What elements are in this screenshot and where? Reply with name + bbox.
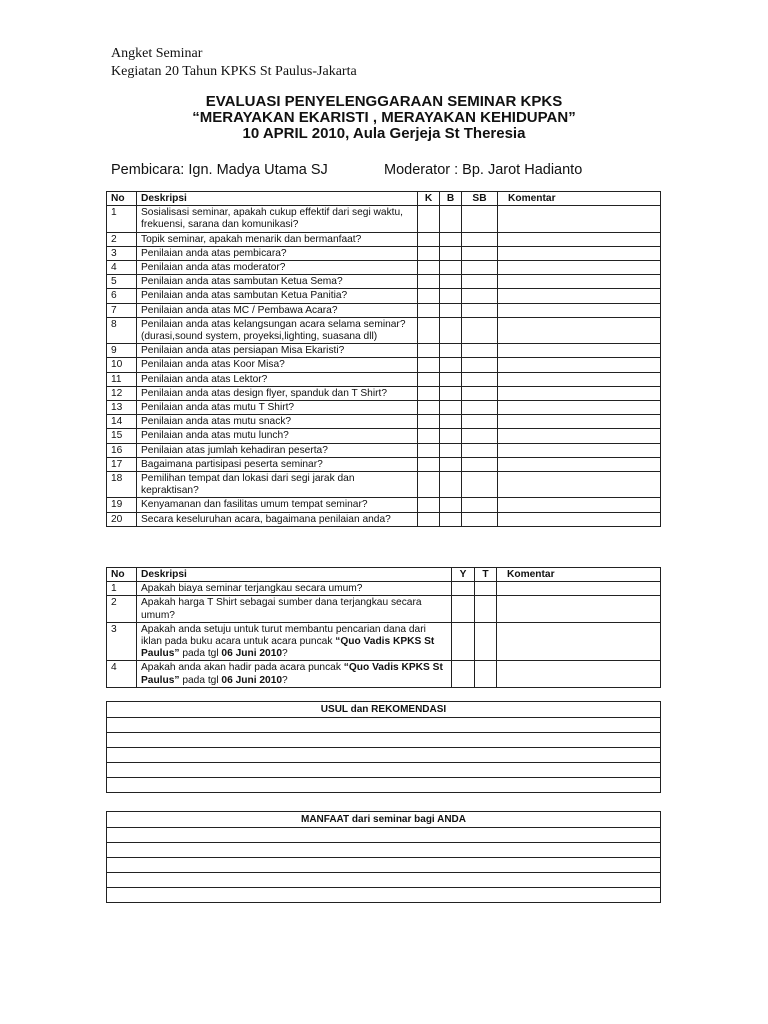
sb-cell[interactable]: [462, 317, 498, 343]
usul-line[interactable]: [107, 718, 661, 733]
row-number: 2: [107, 596, 137, 622]
col-komentar: Komentar: [497, 568, 661, 582]
col-b: B: [440, 192, 462, 206]
komentar-cell[interactable]: [498, 246, 661, 260]
sb-cell[interactable]: [462, 512, 498, 526]
table-row: [107, 386, 661, 400]
row-description: Penilaian atas jumlah kehadiran peserta?: [137, 443, 418, 457]
row-number: 11: [107, 372, 137, 386]
table-row: [107, 429, 661, 443]
t-cell[interactable]: [475, 582, 497, 596]
b-cell[interactable]: [440, 275, 462, 289]
sb-cell[interactable]: [462, 457, 498, 471]
col-no: No: [107, 568, 137, 582]
table-row: [107, 401, 661, 415]
k-cell[interactable]: [418, 472, 440, 498]
komentar-cell[interactable]: [498, 415, 661, 429]
sb-cell[interactable]: [462, 415, 498, 429]
yes-no-table: [106, 567, 661, 688]
k-cell[interactable]: [418, 261, 440, 275]
komentar-cell[interactable]: [498, 512, 661, 526]
b-cell[interactable]: [440, 358, 462, 372]
b-cell[interactable]: [440, 261, 462, 275]
b-cell[interactable]: [440, 512, 462, 526]
table-row: [107, 457, 661, 471]
y-cell[interactable]: [452, 582, 475, 596]
manfaat-line[interactable]: [107, 888, 661, 903]
table-row: [107, 415, 661, 429]
b-cell[interactable]: [440, 457, 462, 471]
sb-cell[interactable]: [462, 372, 498, 386]
sb-cell[interactable]: [462, 246, 498, 260]
description-part: ?: [282, 648, 288, 660]
k-cell[interactable]: [418, 246, 440, 260]
komentar-cell[interactable]: [497, 582, 661, 596]
sb-cell[interactable]: [462, 261, 498, 275]
k-cell[interactable]: [418, 512, 440, 526]
k-cell[interactable]: [418, 232, 440, 246]
row-description: Secara keseluruhan acara, bagaimana penilaian anda?: [137, 512, 418, 526]
table-row: [107, 443, 661, 457]
row-number: 2: [107, 232, 137, 246]
b-cell[interactable]: [440, 344, 462, 358]
y-cell[interactable]: [452, 596, 475, 622]
header-line-1: Angket Seminar: [111, 46, 203, 61]
row-number: 20: [107, 512, 137, 526]
row-number: 15: [107, 429, 137, 443]
row-description: Penilaian anda atas persiapan Misa Ekaristi?: [137, 344, 418, 358]
row-number: 3: [107, 246, 137, 260]
row-number: 18: [107, 472, 137, 498]
col-no: No: [107, 192, 137, 206]
k-cell[interactable]: [418, 358, 440, 372]
b-cell[interactable]: [440, 401, 462, 415]
row-description: [137, 622, 452, 661]
manfaat-line[interactable]: [107, 858, 661, 873]
table-row: [107, 596, 661, 622]
k-cell[interactable]: [418, 498, 440, 512]
row-number: 6: [107, 289, 137, 303]
row-number: 7: [107, 303, 137, 317]
title-line-2: “MERAYAKAN EKARISTI , MERAYAKAN KEHIDUPAN”: [192, 109, 576, 126]
sb-cell[interactable]: [462, 206, 498, 232]
sb-cell[interactable]: [462, 232, 498, 246]
manfaat-line[interactable]: [107, 843, 661, 858]
b-cell[interactable]: [440, 232, 462, 246]
sb-cell[interactable]: [462, 303, 498, 317]
b-cell[interactable]: [440, 289, 462, 303]
description-part: 06 Juni 2010: [221, 648, 283, 660]
col-komentar: Komentar: [498, 192, 661, 206]
row-description: Apakah harga T Shirt sebagai sumber dana terjangkau secara umum?: [137, 596, 452, 622]
table-row: [107, 303, 661, 317]
komentar-cell[interactable]: [498, 206, 661, 232]
usul-line[interactable]: [107, 778, 661, 793]
k-cell[interactable]: [418, 457, 440, 471]
row-number: 12: [107, 386, 137, 400]
description-part: 06 Juni 2010: [221, 674, 283, 686]
t-cell[interactable]: [475, 596, 497, 622]
usul-line[interactable]: [107, 733, 661, 748]
b-cell[interactable]: [440, 443, 462, 457]
row-number: 19: [107, 498, 137, 512]
k-cell[interactable]: [418, 206, 440, 232]
col-t: T: [475, 568, 497, 582]
rating-table-header: [107, 192, 661, 206]
manfaat-line[interactable]: [107, 828, 661, 843]
b-cell[interactable]: [440, 415, 462, 429]
table-row: [107, 358, 661, 372]
row-number: 10: [107, 358, 137, 372]
komentar-cell[interactable]: [498, 472, 661, 498]
header-line-2: Kegiatan 20 Tahun KPKS St Paulus-Jakarta: [111, 64, 357, 79]
row-description: [137, 661, 452, 687]
k-cell[interactable]: [418, 401, 440, 415]
table-row: [107, 289, 661, 303]
table-row: [107, 317, 661, 343]
usul-line[interactable]: [107, 748, 661, 763]
row-number: 9: [107, 344, 137, 358]
row-number: 8: [107, 317, 137, 343]
t-cell[interactable]: [475, 622, 497, 661]
manfaat-line[interactable]: [107, 873, 661, 888]
row-number: 13: [107, 401, 137, 415]
komentar-cell[interactable]: [498, 303, 661, 317]
komentar-cell[interactable]: [498, 232, 661, 246]
row-description: Bagaimana partisipasi peserta seminar?: [137, 457, 418, 471]
y-cell[interactable]: [452, 661, 475, 687]
table-row: [107, 582, 661, 596]
sb-cell[interactable]: [462, 472, 498, 498]
table-row: [107, 232, 661, 246]
table-row: [107, 206, 661, 232]
k-cell[interactable]: [418, 275, 440, 289]
row-description: Penilaian anda atas sambutan Ketua Sema?: [137, 275, 418, 289]
description-part: “Quo Vadis KPKS St Paulus”: [141, 662, 443, 686]
col-y: Y: [452, 568, 475, 582]
k-cell[interactable]: [418, 386, 440, 400]
y-cell[interactable]: [452, 622, 475, 661]
komentar-cell[interactable]: [498, 261, 661, 275]
row-description: Penilaian anda atas Koor Misa?: [137, 358, 418, 372]
komentar-cell[interactable]: [498, 372, 661, 386]
row-description: Penilaian anda atas mutu T Shirt?: [137, 401, 418, 415]
description-part: pada tgl: [179, 648, 222, 660]
k-cell[interactable]: [418, 303, 440, 317]
row-description: Penilaian anda atas moderator?: [137, 261, 418, 275]
komentar-cell[interactable]: [498, 275, 661, 289]
komentar-cell[interactable]: [497, 622, 661, 661]
row-description: Penilaian anda atas kelangsungan acara selama seminar? (durasi,sound system, proyeksi,lighting, suasana dll): [137, 317, 418, 343]
sb-cell[interactable]: [462, 275, 498, 289]
b-cell[interactable]: [440, 386, 462, 400]
row-number: 1: [107, 582, 137, 596]
b-cell[interactable]: [440, 317, 462, 343]
komentar-cell[interactable]: [498, 358, 661, 372]
row-number: 16: [107, 443, 137, 457]
row-number: 3: [107, 622, 137, 661]
b-cell[interactable]: [440, 303, 462, 317]
sb-cell[interactable]: [462, 386, 498, 400]
row-number: 1: [107, 206, 137, 232]
col-sb: SB: [462, 192, 498, 206]
moderator-name: Moderator : Bp. Jarot Hadianto: [384, 162, 583, 178]
description-part: pada tgl: [179, 674, 222, 686]
row-description: Topik seminar, apakah menarik dan bermanfaat?: [137, 232, 418, 246]
row-description: Penilaian anda atas pembicara?: [137, 246, 418, 260]
k-cell[interactable]: [418, 429, 440, 443]
komentar-cell[interactable]: [498, 498, 661, 512]
komentar-cell[interactable]: [498, 317, 661, 343]
row-description: Penilaian anda atas mutu lunch?: [137, 429, 418, 443]
col-deskripsi: Deskripsi: [137, 568, 452, 582]
row-description: Kenyamanan dan fasilitas umum tempat seminar?: [137, 498, 418, 512]
title-line-3: 10 APRIL 2010, Aula Gerjeja St Theresia: [242, 125, 526, 142]
b-cell[interactable]: [440, 206, 462, 232]
col-deskripsi: Deskripsi: [137, 192, 418, 206]
row-description: Penilaian anda atas MC / Pembawa Acara?: [137, 303, 418, 317]
title-line-1: EVALUASI PENYELENGGARAAN SEMINAR KPKS: [205, 93, 563, 110]
komentar-cell[interactable]: [498, 344, 661, 358]
komentar-cell[interactable]: [498, 289, 661, 303]
komentar-cell[interactable]: [498, 457, 661, 471]
row-description: Penilaian anda atas sambutan Ketua Panitia?: [137, 289, 418, 303]
table-row: [107, 372, 661, 386]
k-cell[interactable]: [418, 317, 440, 343]
description-part: Apakah anda setuju untuk turut membantu pencarian dana dari iklan pada buku acara untuk acara puncak: [141, 623, 426, 648]
sb-cell[interactable]: [462, 429, 498, 443]
b-cell[interactable]: [440, 498, 462, 512]
manfaat-table: [106, 811, 661, 903]
k-cell[interactable]: [418, 415, 440, 429]
row-description: Pemilihan tempat dan lokasi dari segi jarak dan kepraktisan?: [137, 472, 418, 498]
row-number: 4: [107, 661, 137, 687]
table-row: [107, 661, 661, 687]
b-cell[interactable]: [440, 472, 462, 498]
usul-line[interactable]: [107, 763, 661, 778]
table-row: [107, 275, 661, 289]
b-cell[interactable]: [440, 429, 462, 443]
table-row: [107, 344, 661, 358]
komentar-cell[interactable]: [498, 429, 661, 443]
usul-title: USUL dan REKOMENDASI: [107, 702, 661, 718]
yes-no-table-header: [107, 568, 661, 582]
komentar-cell[interactable]: [497, 661, 661, 687]
b-cell[interactable]: [440, 246, 462, 260]
k-cell[interactable]: [418, 443, 440, 457]
sb-cell[interactable]: [462, 358, 498, 372]
komentar-cell[interactable]: [498, 443, 661, 457]
table-row: [107, 622, 661, 661]
sb-cell[interactable]: [462, 289, 498, 303]
row-description: Apakah biaya seminar terjangkau secara umum?: [137, 582, 452, 596]
usul-table: [106, 701, 661, 793]
row-number: 14: [107, 415, 137, 429]
row-description: Penilaian anda atas Lektor?: [137, 372, 418, 386]
table-row: [107, 246, 661, 260]
sb-cell[interactable]: [462, 344, 498, 358]
description-part: “Quo Vadis KPKS St Paulus”: [141, 636, 435, 660]
row-number: 4: [107, 261, 137, 275]
sb-cell[interactable]: [462, 443, 498, 457]
table-row: [107, 498, 661, 512]
k-cell[interactable]: [418, 344, 440, 358]
col-k: K: [418, 192, 440, 206]
manfaat-title: MANFAAT dari seminar bagi ANDA: [107, 812, 661, 828]
row-description: Penilaian anda atas mutu snack?: [137, 415, 418, 429]
row-description: Penilaian anda atas design flyer, spanduk dan T Shirt?: [137, 386, 418, 400]
description-part: Apakah anda akan hadir pada acara puncak: [141, 662, 344, 674]
b-cell[interactable]: [440, 372, 462, 386]
komentar-cell[interactable]: [498, 401, 661, 415]
speaker-name: Pembicara: Ign. Madya Utama SJ: [111, 162, 328, 178]
rating-table: [106, 191, 661, 527]
sb-cell[interactable]: [462, 401, 498, 415]
sb-cell[interactable]: [462, 498, 498, 512]
row-number: 17: [107, 457, 137, 471]
row-number: 5: [107, 275, 137, 289]
k-cell[interactable]: [418, 289, 440, 303]
table-row: [107, 472, 661, 498]
komentar-cell[interactable]: [497, 596, 661, 622]
komentar-cell[interactable]: [498, 386, 661, 400]
t-cell[interactable]: [475, 661, 497, 687]
table-row: [107, 512, 661, 526]
table-row: [107, 261, 661, 275]
k-cell[interactable]: [418, 372, 440, 386]
row-description: Sosialisasi seminar, apakah cukup effektif dari segi waktu, frekuensi, sarana dan komunikasi?: [137, 206, 418, 232]
description-part: ?: [282, 674, 288, 686]
